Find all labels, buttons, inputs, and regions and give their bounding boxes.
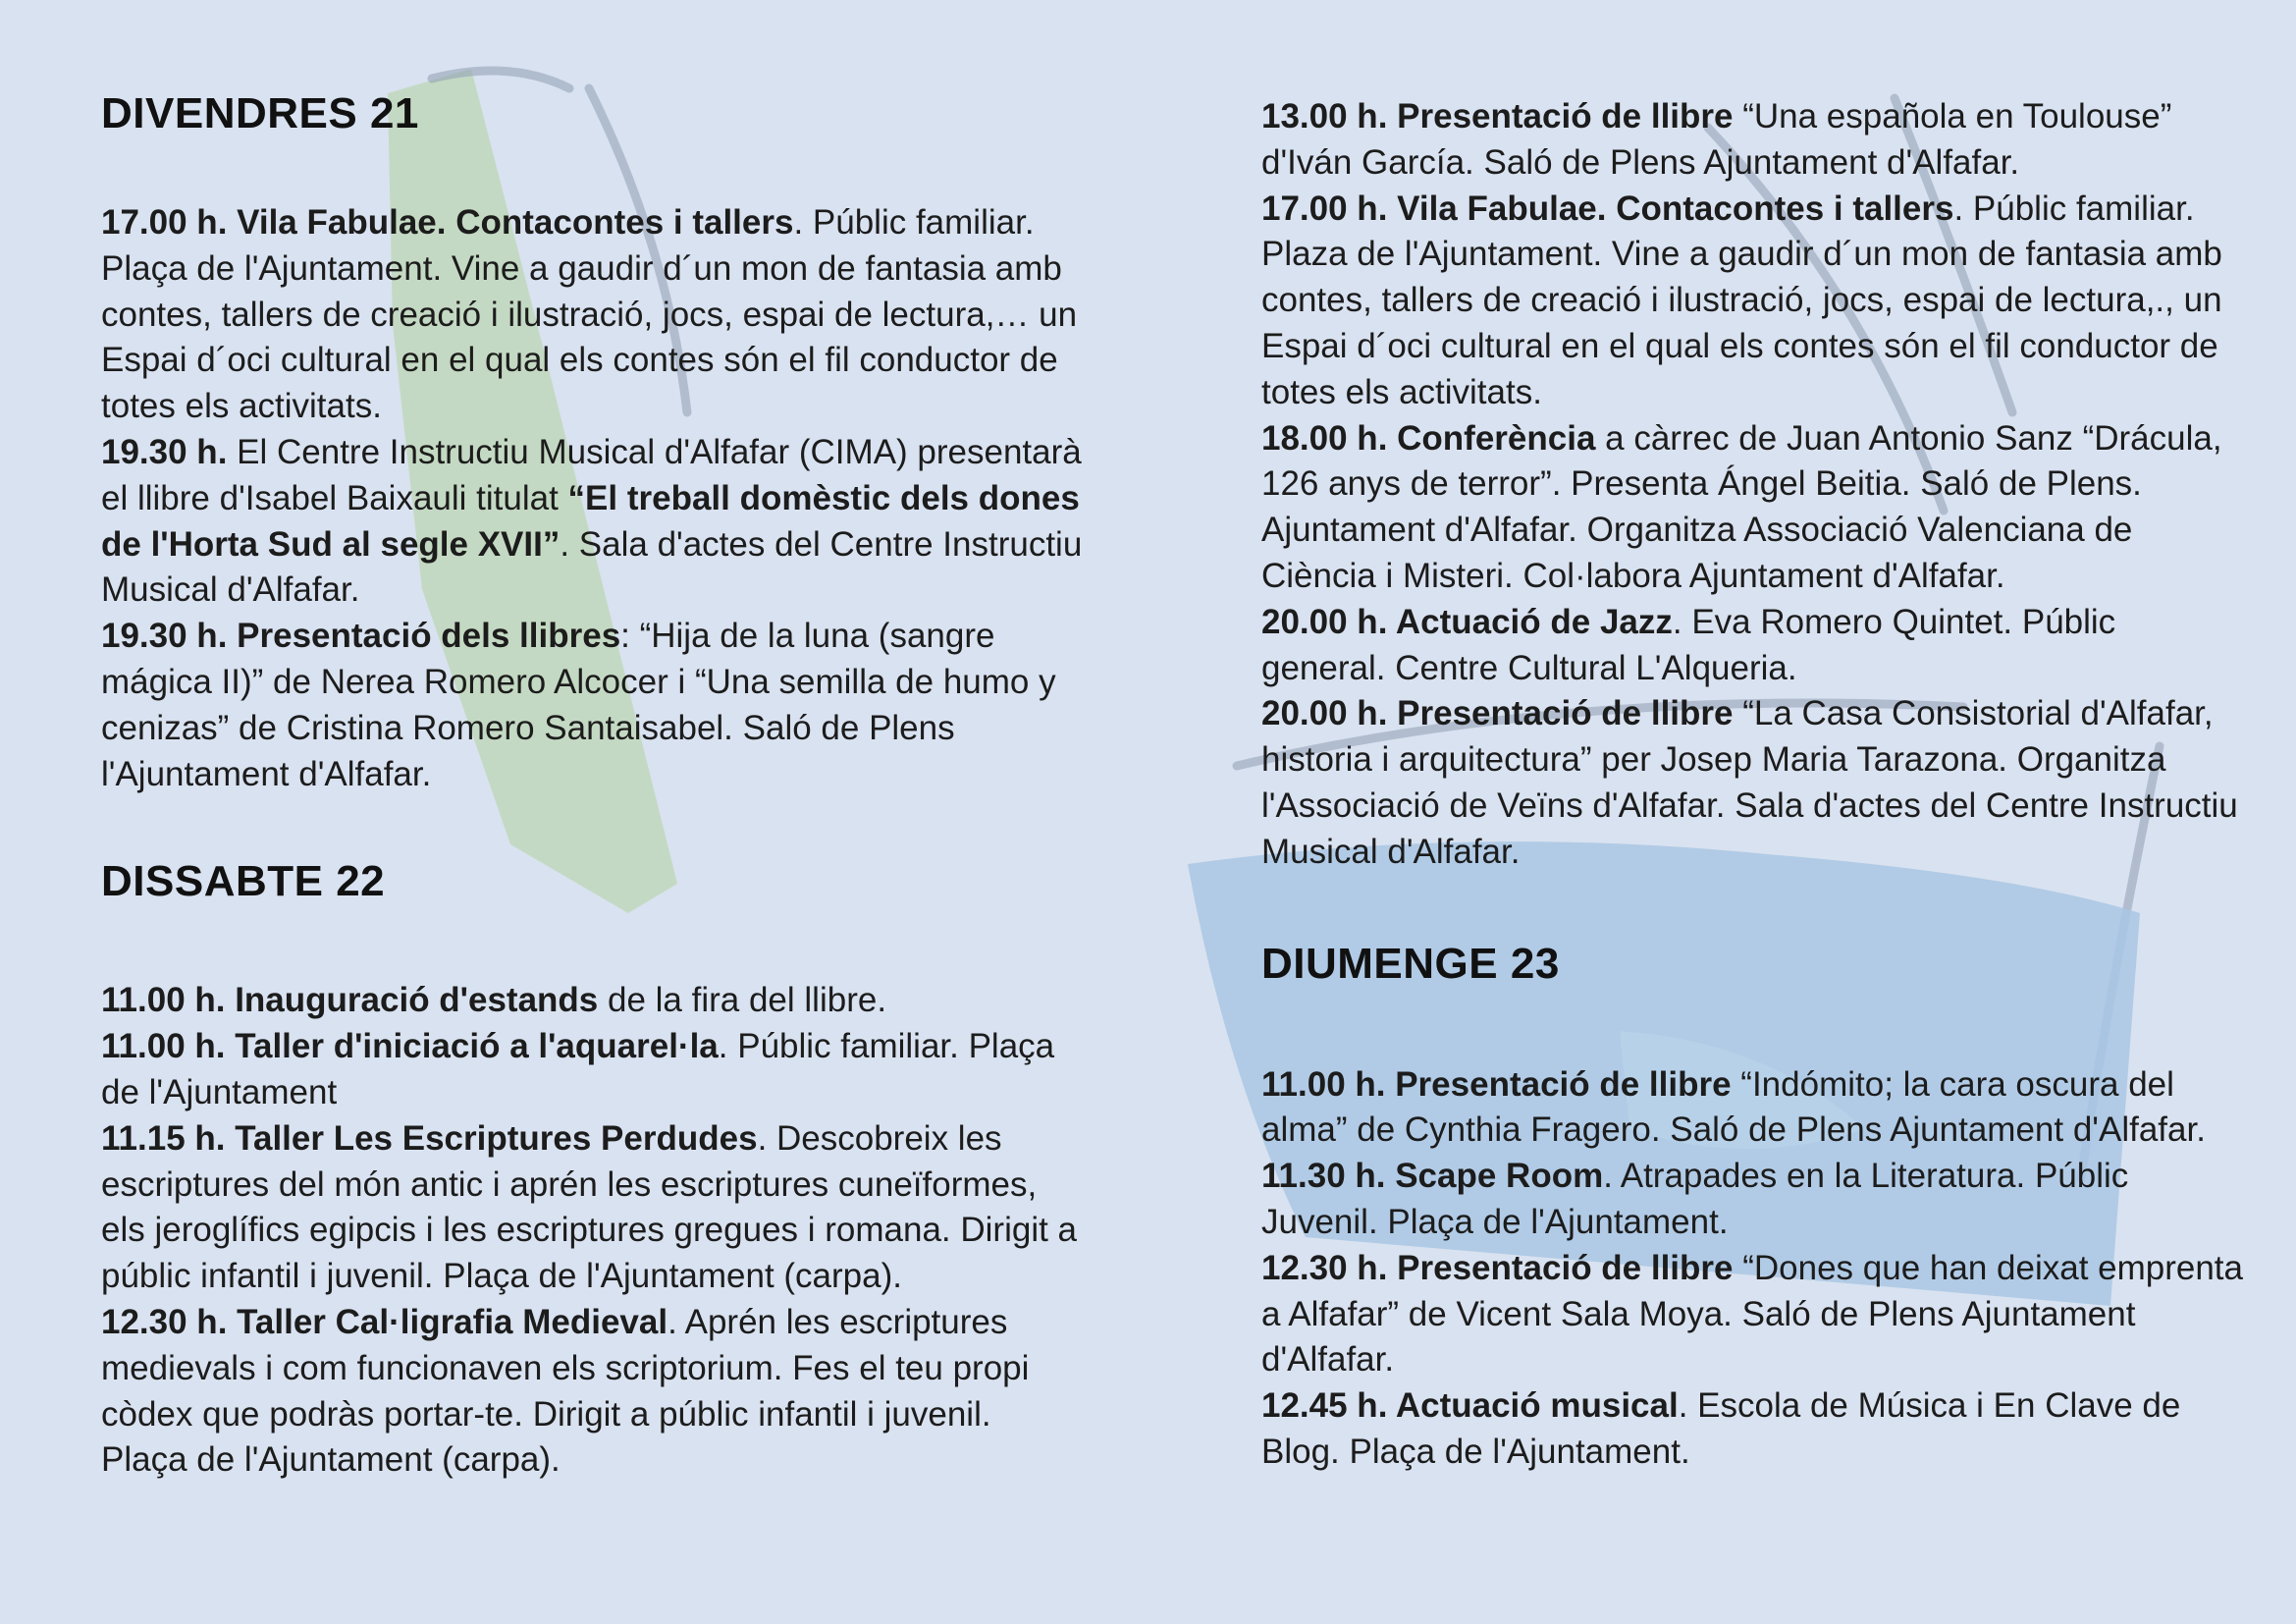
saturday-events-continued [1261,94,2243,876]
event-item [1261,416,2243,600]
event-book-title: “El treball domèstic dels dones de l'Horta Sud al segle XVII” [101,478,1080,564]
event-description: “Dones que han deixat emprenta a Alfafar” de Vicent Sala Moya. Saló de Plens Ajuntament d'Alfafar. [1261,1248,2243,1380]
right-column [1261,0,2243,1476]
event-time-title: 11.00 h. Inauguració d'estands [101,981,599,1020]
day-heading-friday: DIVENDRES 21 [101,89,419,137]
event-item [1261,1383,2243,1476]
event-time-title: 12.30 h. Presentació de llibre [1261,1248,1734,1287]
left-column [101,0,1083,1484]
event-description: “Indómito; la cara oscura del alma” de Cynthia Fragero. Saló de Plens Ajuntament d'Alfafar. [1261,1064,2206,1150]
event-description: . Aprén les escriptures medievals i com funcionaven els scriptorium. Fes el teu propi còdex que podràs portar-te. Dirigit a públic infantil i juvenil. Plaça de l'Ajuntament (carpa). [101,1302,1030,1480]
day-heading-sunday: DIUMENGE 23 [1261,939,1560,988]
event-description: a càrrec de Juan Antonio Sanz “Drácula, 126 anys de terror”. Presenta Ángel Beitia. Saló de Plens. Ajuntament d'Alfafar. Organitza Associació Valenciana de Ciència i Misteri. Col·labora Ajuntament d'Alfafar. [1261,418,2222,595]
event-time-title: 11.00 h. Taller d'iniciació a l'aquarel·la [101,1027,719,1066]
event-description: Públic familiar. Plaça de l'Ajuntament. Vine a gaudir d´un mon de fantasia amb contes, tallers de creació i ilustració, jocs, espai de lectura,… un Espai d´oci cultural en el qual els contes són el fil conductor de totes els activitats. [101,203,1078,426]
event-item [1261,600,2243,692]
event-item [1261,691,2243,875]
day-heading-saturday: DISSABTE 22 [101,857,386,906]
event-time-title: 19.30 h. Presentació dels llibres [101,617,621,656]
event-item [101,430,1083,614]
event-description: El Centre Instructiu Musical d'Alfafar (CIMA) presentarà el llibre d'Isabel Baixauli titulat [101,432,1082,517]
event-description: de la fira del llibre. [598,981,887,1020]
event-item [101,1116,1083,1300]
event-description: . Atrapades en la Literatura. Públic Juvenil. Plaça de l'Ajuntament. [1261,1157,2129,1241]
event-time-title: 11.30 h. Scape Room [1261,1157,1604,1196]
saturday-events [101,978,1083,1484]
event-description: . Descobreix les escriptures del món antic i aprén les escriptures cuneïformes, els jeroglífics egipcis i les escriptures gregues i romana. Dirigit a públic infantil i juvenil. Plaça de l'Ajuntament (carpa). [101,1118,1078,1296]
event-item [1261,94,2243,187]
event-time-title: 19.30 h. [101,432,228,471]
event-item [101,200,1083,430]
event-time-title: 13.00 h. Presentació de llibre [1261,97,1734,135]
event-time-title: 20.00 h. Actuació de Jazz [1261,602,1673,641]
event-time-title: 11.00 h. Presentació de llibre [1261,1064,1732,1104]
event-description: : “Hija de la luna (sangre mágica II)” de Nerea Romero Alcocer i “Una semilla de humo y cenizas” de Cristina Romero Santaisabel. Saló de Plens l'Ajuntament d'Alfafar. [101,617,1056,793]
sunday-events [1261,1062,2243,1476]
event-description: . Eva Romero Quintet. Públic general. Centre Cultural L'Alqueria. [1261,602,2116,687]
event-time-title: 12.45 h. Actuació musical [1261,1386,1679,1426]
event-time-title: 20.00 h. Presentació de llibre [1261,694,1734,733]
event-time-title: 17.00 h. Vila Fabulae. Contacontes i tallers [101,203,794,242]
event-item [1261,187,2243,416]
event-description: . Públic familiar. Plaça de l'Ajuntament [101,1027,1055,1111]
event-time-title: 11.15 h. Taller Les Escriptures Perdudes [101,1118,758,1158]
event-item [101,1024,1083,1116]
event-description: . Públic familiar. Plaza de l'Ajuntament. Vine a gaudir d´un mon de fantasia amb contes, tallers de creació i ilustració, jocs, espai de lectura,., un Espai d´oci cultural en el qual els contes són el fil conductor de totes els activitats. [1261,189,2222,411]
event-description: . Escola de Música i En Clave de Blog. Plaça de l'Ajuntament. [1261,1386,2181,1471]
event-time-title: 17.00 h. Vila Fabulae. Contacontes i tallers [1261,189,1954,228]
event-item [101,614,1083,797]
event-item [1261,1062,2243,1155]
event-item [101,978,1083,1024]
event-description: “La Casa Consistorial d'Alfafar, historia i arquitectura” per Josep Maria Tarazona. Organitza l'Associació de Veïns d'Alfafar. Sala d'actes del Centre Instructiu Musical d'Alfafar. [1261,694,2238,871]
event-description: “Una española en Toulouse” d'Iván García. Saló de Plens Ajuntament d'Alfafar. [1261,97,2172,182]
event-item [101,1300,1083,1484]
event-description: . Sala d'actes del Centre Instructiu Musical d'Alfafar. [101,524,1083,610]
event-item [1261,1246,2243,1383]
friday-events [101,200,1083,797]
event-punct: . [793,203,804,242]
event-time-title: 18.00 h. Conferència [1261,418,1596,458]
event-item [1261,1154,2243,1246]
event-time-title: 12.30 h. Taller Cal·ligrafia Medieval [101,1302,668,1341]
